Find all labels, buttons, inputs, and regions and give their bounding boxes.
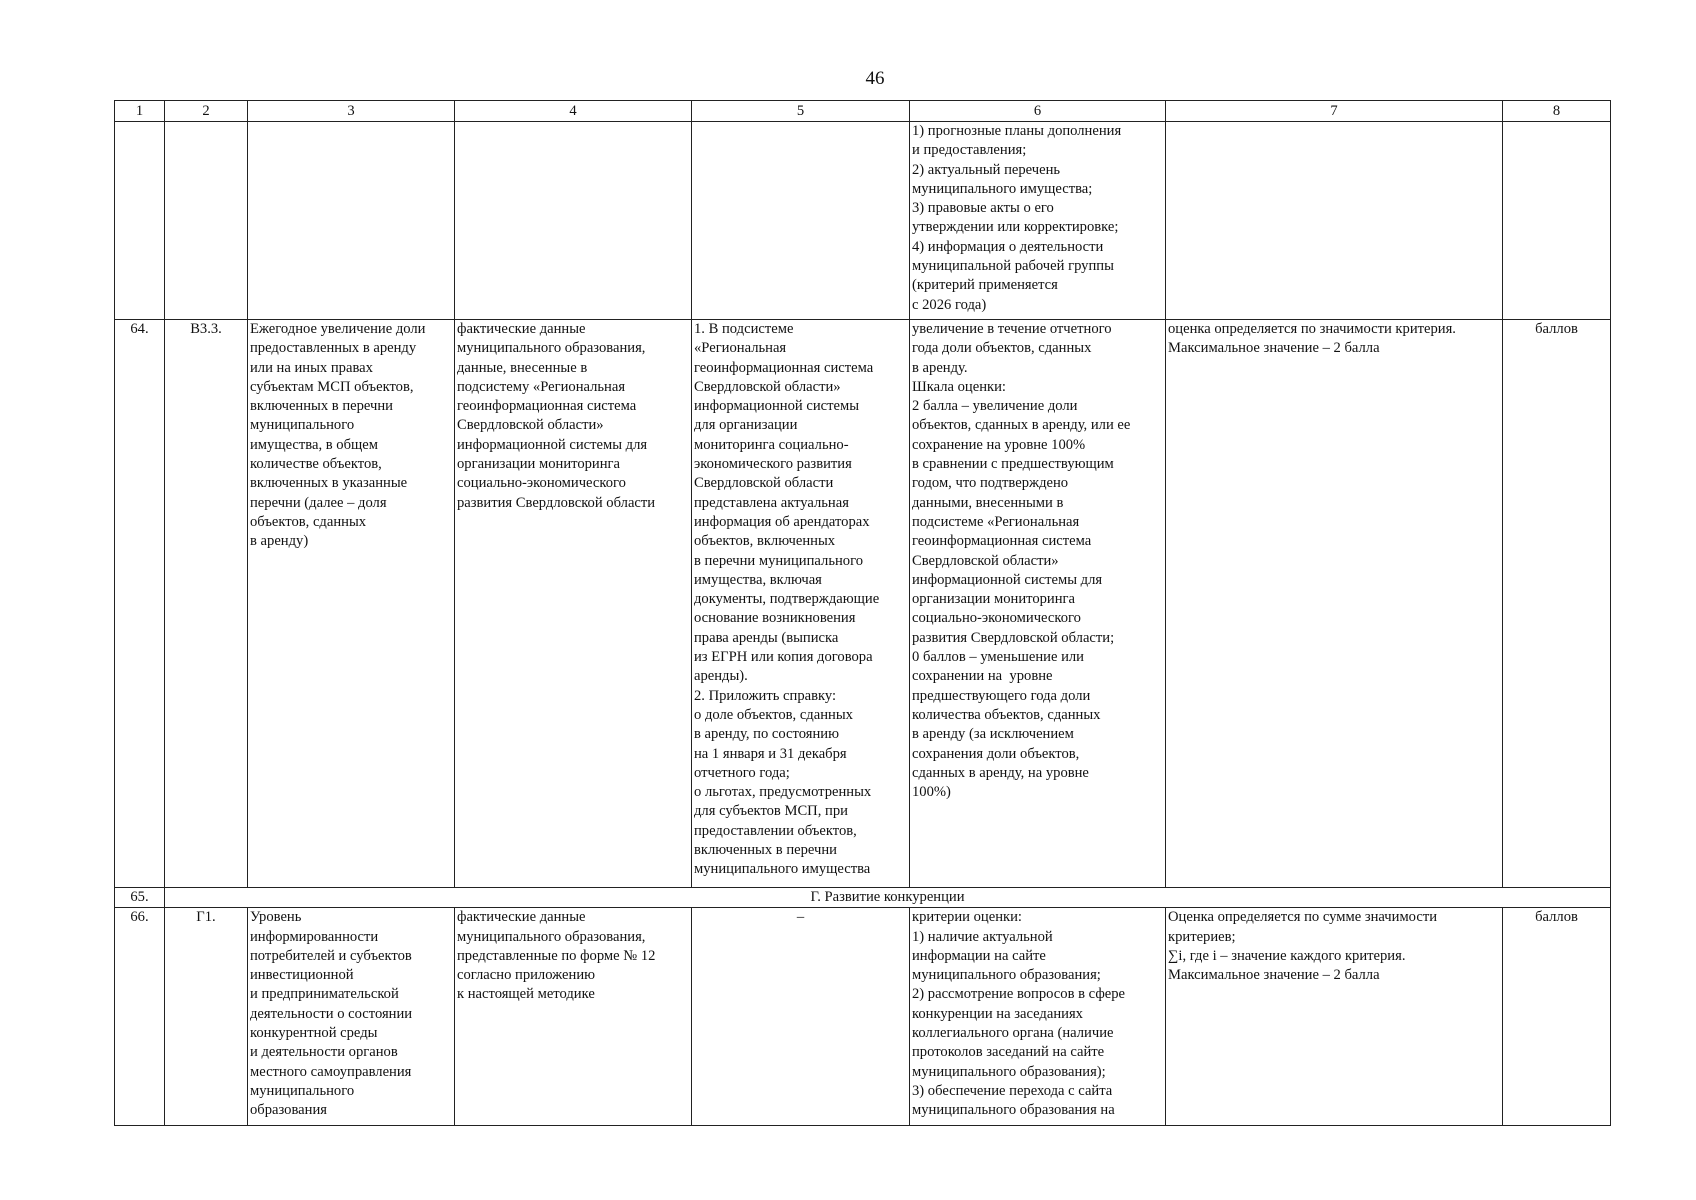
- column-header: 2: [165, 101, 248, 122]
- column-header: 5: [692, 101, 910, 122]
- data-source: фактические данные муниципального образования, данные, внесенные в подсистему «Региональная геоинформационная система Свердловской области» информационной системы для организации мониторинга социально-экономического развития Свердловской области: [455, 320, 692, 888]
- indicator-code: Г1.: [165, 908, 248, 1126]
- assessment-method: Оценка определяется по сумме значимости критериев; ∑i, где i – значение каждого критерия. Максимальное значение – 2 балла: [1166, 908, 1503, 1126]
- table-row-66: [115, 908, 1611, 1126]
- column-header: 7: [1166, 101, 1503, 122]
- evaluation-criteria: увеличение в течение отчетного года доли объектов, сданных в аренду. Шкала оценки: 2 балла – увеличение доли объектов, сданных в аренду, или ее сохранение на уровне 100% в сравнении с предшествующим годом, что подтверждено данными, внесенными в подсистеме «Региональная геоинформационная система Свердловской области» информационной системы для организации мониторинга социально-экономического развития Свердловской области; 0 баллов – уменьшение или сохранении на уровне предшествующего года доли количества объектов, сданных в аренду (за исключением сохранения доли объектов, сданных в аренду, на уровне 100%): [910, 320, 1166, 888]
- methodology-table: [114, 100, 1611, 1126]
- column-header: 3: [248, 101, 455, 122]
- column-header: 8: [1503, 101, 1611, 122]
- continuation-row: [115, 122, 1611, 320]
- table-row-64: [115, 320, 1611, 888]
- section-title: Г. Развитие конкуренции: [165, 888, 1611, 908]
- column-header: 6: [910, 101, 1166, 122]
- column-header-row: [115, 101, 1611, 122]
- table-row-65: [115, 888, 1611, 908]
- row-number: 65.: [115, 888, 165, 908]
- indicator-code: В3.3.: [165, 320, 248, 888]
- evaluation-criteria: критерии оценки: 1) наличие актуальной информации на сайте муниципального образования; 2) рассмотрение вопросов в сфере конкуренции на заседаниях коллегиального органа (наличие протоколов заседаний на сайте муниципального образования); 3) обеспечение перехода с сайта муниципального образования на: [910, 908, 1166, 1126]
- supporting-documents: –: [692, 908, 910, 1126]
- data-source: фактические данные муниципального образования, представленные по форме № 12 согласно приложению к настоящей методике: [455, 908, 692, 1126]
- indicator-name: Уровень информированности потребителей и субъектов инвестиционной и предпринимательской деятельности о состоянии конкурентной среды и деятельности органов местного самоуправления муниципального образования: [248, 908, 455, 1126]
- unit: баллов: [1503, 320, 1611, 888]
- column-header: 1: [115, 101, 165, 122]
- continuation-criteria: 1) прогнозные планы дополнения и предоставления; 2) актуальный перечень муниципального имущества; 3) правовые акты о его утверждении или корректировке; 4) информация о деятельности муниципальной рабочей группы (критерий применяется с 2026 года): [910, 122, 1166, 320]
- assessment-method: оценка определяется по значимости критерия. Максимальное значение – 2 балла: [1166, 320, 1503, 888]
- unit: баллов: [1503, 908, 1611, 1126]
- row-number: 66.: [115, 908, 165, 1126]
- supporting-documents: 1. В подсистеме «Региональная геоинформационная система Свердловской области» информационной системы для организации мониторинга социально- экономического развития Свердловской области представлена актуальная информация об арендаторах объектов, включенных в перечни муниципального имущества, включая документы, подтверждающие основание возникновения права аренды (выписка из ЕГРН или копия договора аренды). 2. Приложить справку: о доле объектов, сданных в аренду, по состоянию на 1 января и 31 декабря отчетного года; о льготах, предусмотренных для субъектов МСП, при предоставлении объектов, включенных в перечни муниципального имущества: [692, 320, 910, 888]
- page-number: 46: [865, 68, 885, 89]
- indicator-name: Ежегодное увеличение доли предоставленных в аренду или на иных правах субъектам МСП объектов, включенных в перечни муниципального имущества, в общем количестве объектов, включенных в указанные перечни (далее – доля объектов, сданных в аренду): [248, 320, 455, 888]
- row-number: 64.: [115, 320, 165, 888]
- column-header: 4: [455, 101, 692, 122]
